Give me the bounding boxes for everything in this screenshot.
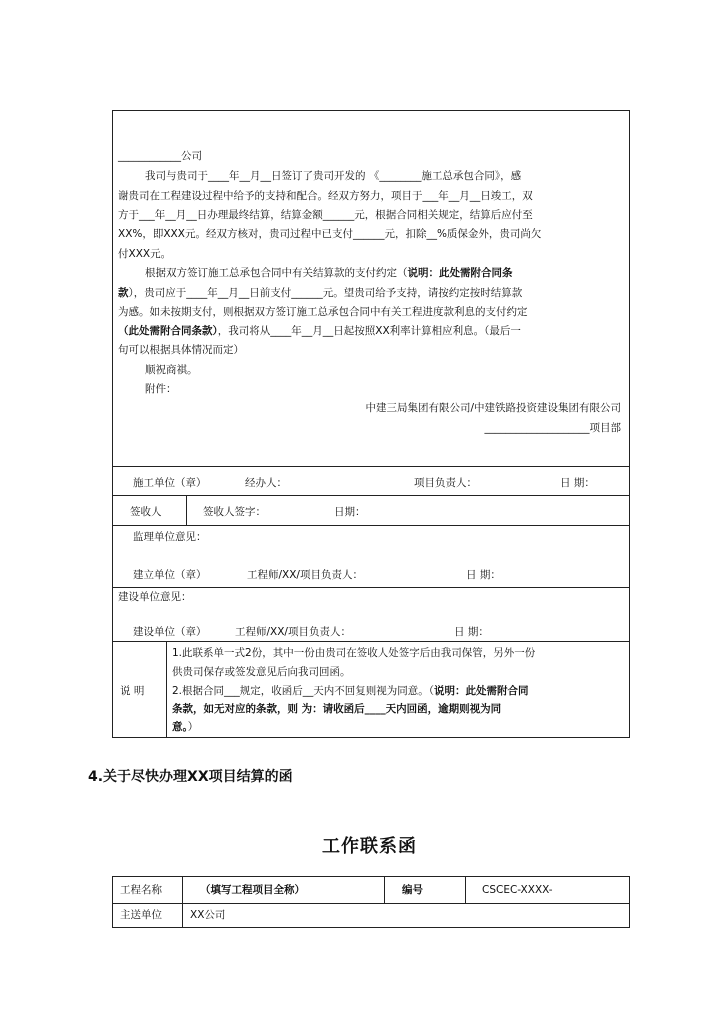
row-divider bbox=[112, 495, 630, 496]
supervision-engineer-label: 工程师/XX/项目负责人： bbox=[247, 569, 363, 581]
letter-para2-line bbox=[118, 307, 528, 318]
row-divider bbox=[112, 466, 630, 467]
letter-para2-line bbox=[118, 326, 521, 337]
signer-dept: ____________________项目部 bbox=[484, 422, 621, 434]
letter-line: 我司与贵司于____年__月__日签订了贵司开发的 《________施工总承包合同》，感 bbox=[145, 170, 522, 182]
letter-closing: 顺祝商祺。 bbox=[145, 364, 198, 376]
handler-label: 经办人： bbox=[245, 477, 287, 489]
letter-line: XX%，即XXX元。经双方核对，贵司过程中已支付______元，扣除__%质保金外，贵司尚欠 bbox=[118, 228, 542, 240]
para2-text: 根据双方签订施工总承包合同中有关结算款的支付约定（ bbox=[145, 267, 408, 279]
letter-line: 谢贵司在工程建设过程中给予的支持和配合。经双方努力，项目于___年__月__日竣工，双 bbox=[118, 190, 533, 202]
note-line: 供贵司保存或签发意见后向我司回函。 bbox=[172, 666, 351, 678]
letter-line: 方于___年__月__日办理最终结算，结算金额______元，根据合同相关规定，结算后应付至 bbox=[118, 209, 533, 221]
owner-engineer-label: 工程师/XX/项目负责人： bbox=[235, 626, 351, 638]
letter-recipient: ____________公司 bbox=[118, 150, 202, 162]
signer-company: 中建三局集团有限公司/中建铁路投资建设集团有限公司 bbox=[365, 402, 621, 414]
para2-bold: 款 bbox=[118, 287, 129, 299]
project-manager-label: 项目负责人： bbox=[414, 477, 477, 489]
supervision-opinion-label: 监理单位意见： bbox=[133, 531, 207, 543]
note-text: ） bbox=[187, 721, 199, 733]
column-divider bbox=[465, 876, 466, 903]
owner-unit-label: 建设单位（章） bbox=[133, 626, 207, 638]
document-title: 工作联系函 bbox=[322, 836, 417, 857]
notes-label: 说 明 bbox=[120, 685, 145, 697]
letter-para2-line bbox=[118, 288, 522, 299]
para2-text: 句可以根据具体情况而定） bbox=[118, 344, 244, 356]
column-divider bbox=[182, 876, 183, 928]
letter-line: 付XXX元。 bbox=[118, 248, 172, 260]
section-heading: 4.关于尽快办理XX项目结算的函 bbox=[88, 769, 293, 785]
row-divider bbox=[112, 903, 630, 904]
note-line: 条款，如无对应的条款，则 为：请收函后____天内回函，逾期则视为同 bbox=[172, 703, 502, 715]
column-divider bbox=[186, 495, 187, 525]
note-line bbox=[172, 686, 529, 697]
letter-para2-line bbox=[118, 345, 244, 356]
recipient-label: 主送单位 bbox=[120, 909, 162, 921]
row-divider bbox=[112, 641, 630, 642]
para2-bold: 说明：此处需附合同条 bbox=[407, 267, 513, 279]
column-divider bbox=[384, 876, 385, 903]
number-value: CSCEC-XXXX- bbox=[482, 884, 553, 896]
letter-attachment: 附件： bbox=[145, 383, 177, 395]
number-label: 编号 bbox=[402, 884, 423, 896]
receiver-label: 签收人 bbox=[130, 506, 162, 518]
row-divider bbox=[112, 525, 630, 526]
owner-opinion-label: 建设单位意见： bbox=[118, 591, 192, 603]
note-bold: 意。 bbox=[172, 721, 188, 733]
note-bold: 说明：此处需附合同 bbox=[434, 685, 529, 697]
para2-text: ，我司将从____年__月__日起按照XX利率计算相应利息。（最后一 bbox=[217, 325, 521, 337]
letter-para2-line bbox=[145, 268, 513, 279]
date-label: 日期： bbox=[334, 506, 366, 518]
para2-bold: （此处需附合同条款） bbox=[118, 325, 218, 337]
date-label: 日 期： bbox=[466, 569, 501, 581]
project-name-value: （填写工程项目全称） bbox=[200, 884, 305, 896]
project-name-label: 工程名称 bbox=[120, 884, 162, 896]
receiver-sign-label: 签收人签字： bbox=[203, 506, 266, 518]
note-text: 2.根据合同___规定，收函后__天内不回复则视为同意。（ bbox=[172, 685, 435, 697]
construction-unit-label: 施工单位（章） bbox=[133, 477, 207, 489]
supervision-unit-label: 建立单位（章） bbox=[133, 569, 207, 581]
row-divider bbox=[112, 587, 630, 588]
note-line: 1.此联系单一式2份，其中一份由贵司在签收人处签字后由我司保管，另外一份 bbox=[172, 647, 536, 659]
date-label: 日 期： bbox=[560, 477, 595, 489]
date-label: 日 期： bbox=[454, 626, 489, 638]
note-line bbox=[172, 722, 198, 733]
recipient-value: XX公司 bbox=[190, 909, 226, 921]
column-divider bbox=[166, 641, 167, 738]
para2-text: ），贵司应于____年__月__日前支付______元。望贵司给予支持，请按约定按时结算款 bbox=[128, 287, 523, 299]
para2-text: 为感。如未按期支付，则根据双方签订施工总承包合同中有关工程进度款利息的支付约定 bbox=[118, 306, 528, 318]
